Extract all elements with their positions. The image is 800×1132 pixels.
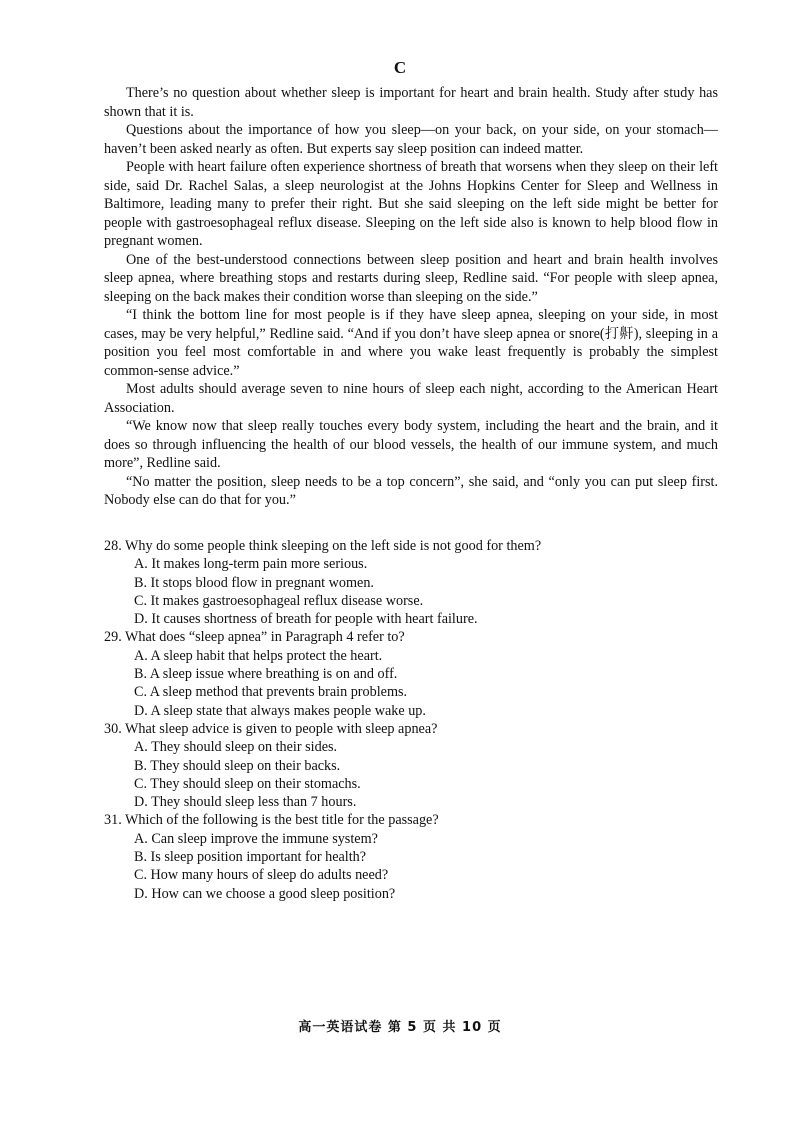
option-c: C. A sleep method that prevents brain problems. bbox=[134, 684, 408, 701]
question-stem: 29. What does “sleep apnea” in Paragraph 4 refer to? bbox=[104, 629, 405, 646]
option-d: D. They should sleep less than 7 hours. bbox=[134, 794, 357, 811]
question-28 bbox=[104, 537, 718, 628]
option-d: D. A sleep state that always makes people wake up. bbox=[134, 702, 426, 719]
paragraph-2: Questions about the importance of how you sleep—on your back, on your side, on your stomach—haven’t been asked nearly as often. But experts say sleep position can indeed matter. bbox=[104, 122, 718, 157]
option-d: D. It causes shortness of breath for people with heart failure. bbox=[134, 611, 478, 628]
option-b: B. They should sleep on their backs. bbox=[134, 757, 341, 774]
option-a: A. They should sleep on their sides. bbox=[134, 739, 338, 756]
paragraph-6: Most adults should average seven to nine hours of sleep each night, according to the American Heart Association. bbox=[104, 381, 718, 416]
paragraph-5: “I think the bottom line for most people is if they have sleep apnea, sleeping on your side, in most cases, may be very helpful,” Redline said. “And if you don’t have sleep apnea or snore(打鼾), sleeping in a position you feel most comfortable in and where you wake least frequently is probably the simplest common-sense advice.” bbox=[104, 307, 718, 379]
option-b: B. A sleep issue where breathing is on and off. bbox=[134, 666, 398, 683]
option-c: C. How many hours of sleep do adults need? bbox=[134, 867, 389, 884]
option-d: D. How can we choose a good sleep position? bbox=[134, 885, 396, 902]
option-a: A. A sleep habit that helps protect the heart. bbox=[134, 647, 383, 664]
option-c: C. It makes gastroesophageal reflux disease worse. bbox=[134, 592, 424, 609]
paragraph-8: “No matter the position, sleep needs to be a top concern”, she said, and “only you can put sleep first. Nobody else can do that for you.” bbox=[104, 473, 718, 508]
question-list bbox=[104, 537, 718, 903]
question-stem: 28. Why do some people think sleeping on the left side is not good for them? bbox=[104, 538, 542, 554]
question-31 bbox=[104, 811, 718, 902]
option-b: B. It stops blood flow in pregnant women. bbox=[134, 574, 374, 591]
option-b: B. Is sleep position important for health? bbox=[134, 849, 367, 866]
question-30 bbox=[104, 720, 718, 811]
paragraph-3: People with heart failure often experience shortness of breath that worsens when they sleep on their left side, said Dr. Rachel Salas, a sleep neurologist at the Johns Hopkins Center for Sleep and Wellness in Baltimore, leading many to prefer their right. But she said sleeping on the left side might be better for people with gastroesophageal reflux disease. Sleeping on the left side also is known to help blood flow in pregnant women. bbox=[104, 159, 718, 249]
question-29 bbox=[104, 628, 718, 719]
question-stem: 30. What sleep advice is given to people with sleep apnea? bbox=[104, 720, 438, 737]
page-footer: 高一英语试卷 第 5 页 共 10 页 bbox=[298, 1020, 502, 1035]
option-a: A. Can sleep improve the immune system? bbox=[134, 830, 378, 847]
option-c: C. They should sleep on their stomachs. bbox=[134, 775, 361, 792]
question-stem: 31. Which of the following is the best title for the passage? bbox=[104, 812, 439, 829]
reading-passage bbox=[104, 84, 718, 510]
paragraph-4: One of the best-understood connections between sleep position and heart and brain health involves sleep apnea, where breathing stops and restarts during sleep, Redline said. “For people with sleep apnea, sleeping on the back makes their condition worse than sleeping on the side.” bbox=[104, 251, 718, 305]
option-a: A. It makes long-term pain more serious. bbox=[134, 556, 368, 573]
paragraph-1: There’s no question about whether sleep is important for heart and brain health. Study after study has shown that it is. bbox=[104, 85, 718, 120]
paragraph-7: “We know now that sleep really touches every body system, including the heart and the brain, and it does so through influencing the health of our blood vessels, the health of our immune system, and much more”, Redline said. bbox=[104, 418, 718, 471]
section-title: C bbox=[393, 58, 407, 77]
